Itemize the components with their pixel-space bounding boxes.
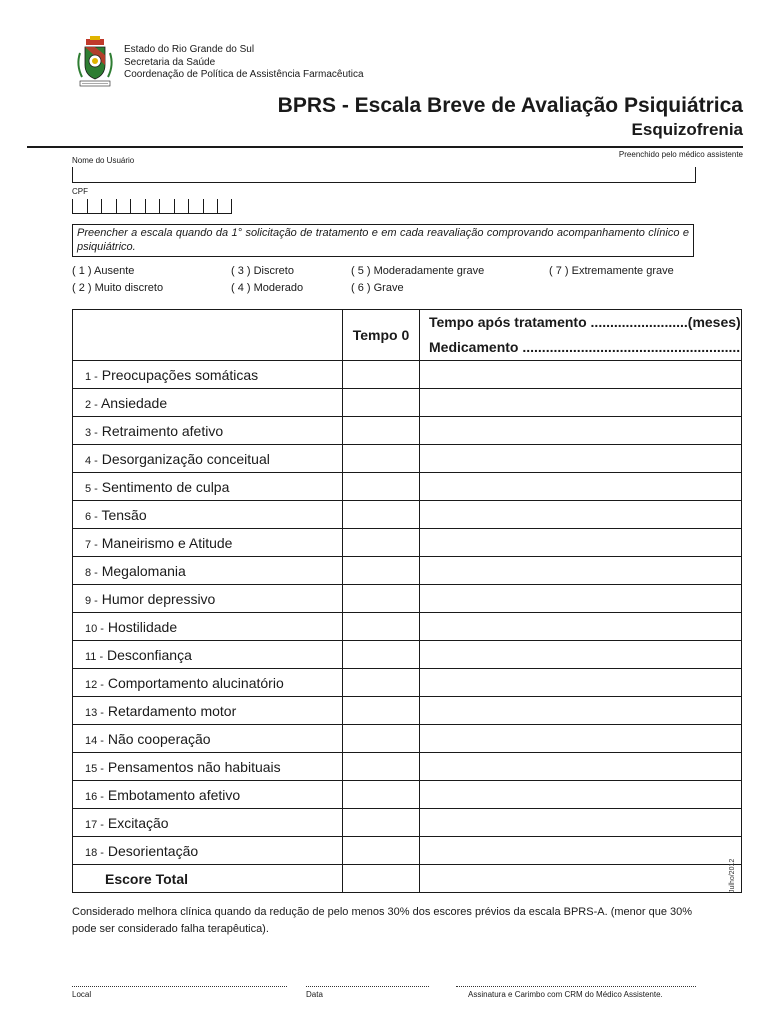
legend-item-1: ( 1 ) Ausente bbox=[72, 265, 135, 277]
header-blank-cell bbox=[73, 310, 343, 361]
table-row bbox=[73, 697, 742, 725]
table-row bbox=[73, 585, 742, 613]
score-after-cell[interactable] bbox=[420, 445, 742, 473]
item-label: Retraimento afetivo bbox=[101, 422, 224, 439]
cpf-digit-box[interactable] bbox=[101, 199, 116, 213]
cpf-digit-box[interactable] bbox=[72, 199, 87, 213]
table-row bbox=[73, 501, 742, 529]
item-label: Desorganização conceitual bbox=[101, 450, 270, 467]
legend-item-5: ( 5 ) Moderadamente grave bbox=[351, 265, 485, 277]
table-row bbox=[73, 641, 742, 669]
item-label-cell bbox=[73, 753, 343, 781]
table-row bbox=[73, 781, 742, 809]
item-number: 6 - bbox=[85, 510, 98, 523]
legend-item-4: ( 4 ) Moderado bbox=[231, 282, 304, 294]
score-after-cell[interactable] bbox=[420, 529, 742, 557]
score-after-cell[interactable] bbox=[420, 585, 742, 613]
item-label: Excitação bbox=[107, 814, 169, 831]
score-tempo-0-cell[interactable] bbox=[343, 557, 420, 585]
legend-item-3: ( 3 ) Discreto bbox=[231, 265, 294, 277]
item-number: 10 - bbox=[85, 622, 104, 635]
revision-date: Julho/2012 bbox=[729, 858, 736, 893]
table-row bbox=[73, 557, 742, 585]
coat-of-arms-icon bbox=[72, 35, 118, 93]
item-label-cell bbox=[73, 613, 343, 641]
item-label: Desorientação bbox=[107, 842, 199, 859]
table-row bbox=[73, 389, 742, 417]
header-medication-line: Medicamento ........................................................ bbox=[429, 339, 741, 355]
item-label: Preocupações somáticas bbox=[101, 366, 259, 383]
local-line[interactable] bbox=[72, 986, 287, 987]
cpf-digit-box[interactable] bbox=[130, 199, 145, 213]
organization-block bbox=[124, 44, 364, 82]
score-tempo-0-cell[interactable] bbox=[343, 585, 420, 613]
score-after-cell[interactable] bbox=[420, 669, 742, 697]
table-header-row bbox=[73, 310, 742, 361]
item-label: Desconfiança bbox=[107, 646, 192, 663]
score-tempo-0-cell[interactable] bbox=[343, 781, 420, 809]
score-tempo-0-cell[interactable] bbox=[343, 809, 420, 837]
header-tempo-0: Tempo 0 bbox=[343, 310, 420, 361]
legend-item-6: ( 6 ) Grave bbox=[351, 282, 404, 294]
score-tempo-0-cell[interactable] bbox=[343, 669, 420, 697]
header-rule bbox=[27, 146, 743, 148]
score-after-cell[interactable] bbox=[420, 473, 742, 501]
org-line-coordination: Coordenação de Política de Assistência Farmacêutica bbox=[124, 69, 364, 80]
item-number: 2 - bbox=[85, 398, 98, 411]
item-number: 4 - bbox=[85, 454, 98, 467]
score-after-cell[interactable] bbox=[420, 417, 742, 445]
item-label-cell bbox=[73, 725, 343, 753]
item-label-cell bbox=[73, 501, 343, 529]
item-number: 16 - bbox=[85, 790, 104, 803]
item-label: Retardamento motor bbox=[107, 702, 237, 719]
cpf-digit-box[interactable] bbox=[145, 199, 160, 213]
org-line-secretariat: Secretaria da Saúde bbox=[124, 56, 216, 68]
item-label-cell bbox=[73, 417, 343, 445]
name-field[interactable] bbox=[72, 167, 696, 183]
score-total-row bbox=[73, 865, 742, 893]
score-after-cell[interactable] bbox=[420, 809, 742, 837]
score-after-cell[interactable] bbox=[420, 697, 742, 725]
improvement-note: Considerado melhora clínica quando da redução de pelo menos 30% dos escores prévios da escala BPRS-A. (menor que 30% pode ser considerado falha terapêutica). bbox=[72, 906, 693, 935]
cpf-digit-box[interactable] bbox=[116, 199, 131, 213]
item-label-cell bbox=[73, 445, 343, 473]
item-label-cell bbox=[73, 781, 343, 809]
item-number: 14 - bbox=[85, 734, 104, 747]
item-number: 8 - bbox=[85, 566, 98, 579]
score-tempo-0-cell[interactable] bbox=[343, 725, 420, 753]
score-tempo-0-cell[interactable] bbox=[343, 473, 420, 501]
legend-item-2: ( 2 ) Muito discreto bbox=[72, 282, 164, 294]
item-number: 15 - bbox=[85, 762, 104, 775]
signature-label: Assinatura e Carimbo com CRM do Médico Assistente. bbox=[468, 990, 663, 999]
item-label: Ansiedade bbox=[100, 394, 168, 411]
instruction-box: Preencher a escala quando da 1° solicitação de tratamento e em cada reavaliação comprovando acompanhamento clínico e psiquiátrico. bbox=[72, 224, 694, 257]
score-total-label: Escore Total bbox=[73, 865, 343, 893]
score-tempo-0-cell[interactable] bbox=[343, 445, 420, 473]
score-tempo-0-cell[interactable] bbox=[343, 389, 420, 417]
score-tempo-0-cell[interactable] bbox=[343, 697, 420, 725]
item-number: 18 - bbox=[85, 846, 104, 859]
score-after-cell[interactable] bbox=[420, 389, 742, 417]
item-label: Comportamento alucinatório bbox=[107, 674, 284, 691]
score-tempo-0-cell[interactable] bbox=[343, 501, 420, 529]
table-row bbox=[73, 669, 742, 697]
cpf-digit-box[interactable] bbox=[217, 199, 232, 213]
signature-line[interactable] bbox=[456, 986, 696, 987]
item-label: Maneirismo e Atitude bbox=[101, 534, 233, 551]
item-label-cell bbox=[73, 557, 343, 585]
cpf-digit-box[interactable] bbox=[174, 199, 189, 213]
item-number: 7 - bbox=[85, 538, 98, 551]
item-number: 1 - bbox=[85, 370, 98, 383]
item-label-cell bbox=[73, 473, 343, 501]
score-after-cell[interactable] bbox=[420, 837, 742, 865]
score-tempo-0-cell[interactable] bbox=[343, 361, 420, 389]
score-after-cell[interactable] bbox=[420, 501, 742, 529]
table-row bbox=[73, 613, 742, 641]
item-label: Hostilidade bbox=[107, 618, 178, 635]
cpf-field[interactable] bbox=[72, 199, 232, 214]
item-label: Embotamento afetivo bbox=[107, 786, 241, 803]
cpf-digit-box[interactable] bbox=[203, 199, 218, 213]
score-total-tempo-0-cell[interactable] bbox=[343, 865, 420, 893]
item-number: 12 - bbox=[85, 678, 104, 691]
item-label: Megalomania bbox=[101, 562, 186, 579]
item-label-cell bbox=[73, 389, 343, 417]
score-after-cell[interactable] bbox=[420, 725, 742, 753]
date-line[interactable] bbox=[306, 986, 429, 987]
table-row bbox=[73, 473, 742, 501]
item-label-cell bbox=[73, 585, 343, 613]
score-tempo-0-cell[interactable] bbox=[343, 529, 420, 557]
table-row bbox=[73, 445, 742, 473]
page-subtitle: Esquizofrenia bbox=[631, 120, 743, 139]
score-tempo-0-cell[interactable] bbox=[343, 417, 420, 445]
score-tempo-0-cell[interactable] bbox=[343, 753, 420, 781]
score-tempo-0-cell[interactable] bbox=[343, 613, 420, 641]
score-after-cell[interactable] bbox=[420, 557, 742, 585]
header-after-treatment bbox=[420, 310, 742, 361]
table-row bbox=[73, 753, 742, 781]
item-label-cell bbox=[73, 669, 343, 697]
table-row bbox=[73, 725, 742, 753]
item-label: Tensão bbox=[101, 506, 147, 523]
score-tempo-0-cell[interactable] bbox=[343, 641, 420, 669]
score-after-cell[interactable] bbox=[420, 781, 742, 809]
item-number: 3 - bbox=[85, 426, 98, 439]
item-label: Humor depressivo bbox=[101, 590, 216, 607]
score-total-after-cell[interactable] bbox=[420, 865, 742, 893]
legend-item-7: ( 7 ) Extremamente grave bbox=[549, 265, 674, 277]
cpf-field-label: CPF bbox=[72, 187, 88, 196]
score-tempo-0-cell[interactable] bbox=[343, 837, 420, 865]
name-field-label: Nome do Usuário bbox=[72, 156, 135, 165]
item-number: 11 - bbox=[85, 650, 104, 663]
org-line-state: Estado do Rio Grande do Sul bbox=[124, 44, 255, 55]
item-number: 17 - bbox=[85, 818, 104, 831]
table-row bbox=[73, 361, 742, 389]
item-label-cell bbox=[73, 641, 343, 669]
cpf-digit-box[interactable] bbox=[87, 199, 102, 213]
item-label-cell bbox=[73, 697, 343, 725]
score-after-cell[interactable] bbox=[420, 641, 742, 669]
item-label-cell bbox=[73, 837, 343, 865]
cpf-digit-box[interactable] bbox=[188, 199, 203, 213]
date-label: Data bbox=[306, 990, 323, 999]
page-title: BPRS - Escala Breve de Avaliação Psiquiátrica bbox=[277, 94, 743, 117]
item-label-cell bbox=[73, 529, 343, 557]
local-label: Local bbox=[72, 990, 92, 999]
bprs-table bbox=[72, 309, 742, 893]
table-row bbox=[73, 529, 742, 557]
score-after-cell[interactable] bbox=[420, 613, 742, 641]
header-after-treatment-line: Tempo após tratamento .........................(meses) bbox=[429, 314, 741, 330]
item-label-cell bbox=[73, 361, 343, 389]
item-label: Não cooperação bbox=[107, 730, 211, 747]
item-number: 13 - bbox=[85, 706, 104, 719]
item-label: Pensamentos não habituais bbox=[107, 758, 281, 775]
filled-by-note: Preenchido pelo médico assistente bbox=[618, 150, 743, 159]
table-row bbox=[73, 417, 742, 445]
item-label: Sentimento de culpa bbox=[101, 478, 230, 495]
score-after-cell[interactable] bbox=[420, 361, 742, 389]
score-after-cell[interactable] bbox=[420, 753, 742, 781]
table-row bbox=[73, 837, 742, 865]
item-label-cell bbox=[73, 809, 343, 837]
item-number: 9 - bbox=[85, 594, 98, 607]
item-number: 5 - bbox=[85, 482, 98, 495]
cpf-digit-box[interactable] bbox=[159, 199, 174, 213]
table-row bbox=[73, 809, 742, 837]
